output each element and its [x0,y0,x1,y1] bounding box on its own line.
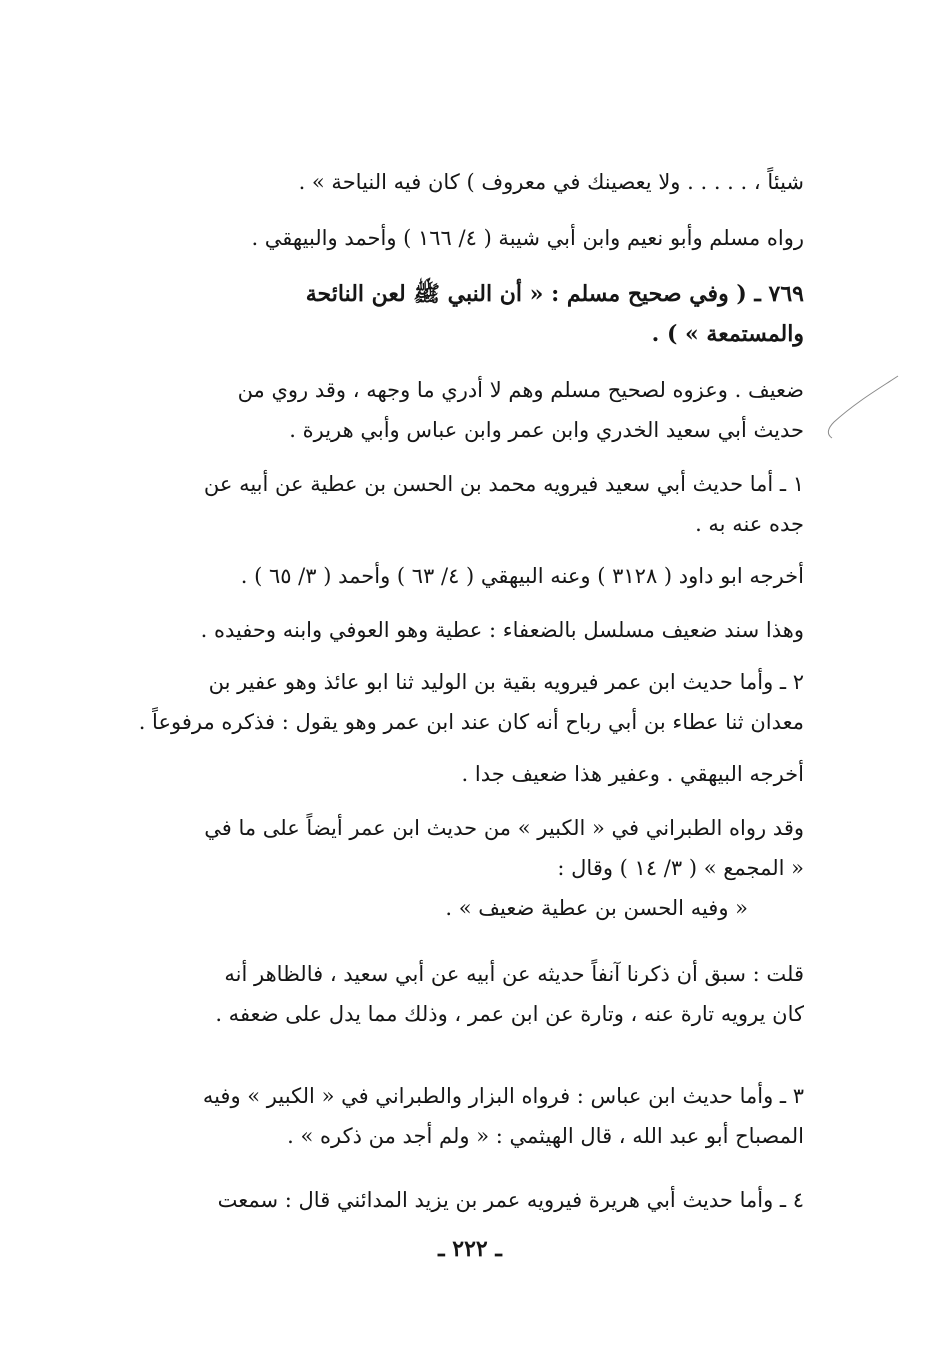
paragraph-hadith-text [128,162,804,202]
paragraph-tabarani [128,808,804,928]
paragraph-item-2 [128,662,804,742]
text-line: والمستمعة » ) . [651,321,804,347]
text-line: ٣ ـ وأما حديث ابن عباس : فرواه البزار والطبراني في « الكبير » وفيه [202,1084,804,1108]
paragraph-item-3 [128,1076,804,1156]
text-line: حديث أبي سعيد الخدري وابن عمر وابن عباس وأبي هريرة . [289,418,804,442]
text-line: ضعيف . وعزوه لصحيح مسلم وهم لا أدري ما وجهه ، وقد روي من [237,378,804,402]
paragraph-item-4 [128,1180,804,1220]
text-line: ٧٦٩ ـ ( وفي صحيح مسلم : « أن النبي ﷺ لعن النائحة [305,281,804,307]
text-line: ٤ ـ وأما حديث أبي هريرة فيرويه عمر بن يزيد المدائني قال : سمعت [217,1188,804,1212]
text-line: وقد رواه الطبراني في « الكبير » من حديث ابن عمر أيضاً على ما في [204,816,804,840]
quoted-line: « وفيه الحسن بن عطية ضعيف » . [445,896,748,920]
paragraph-item-1 [128,464,804,544]
margin-pen-stroke [820,372,900,452]
paragraph-isnad-note [128,610,804,650]
text-line: رواه مسلم وأبو نعيم وابن أبي شيبة ( ٤/ ١٦٦ ) وأحمد والبيهقي . [251,226,804,250]
text-line: قلت : سبق أن ذكرنا آنفاً حديثه عن أبيه عن أبي سعيد ، فالظاهر أنه [224,962,804,986]
text-line: أخرجه البيهقي . وعفير هذا ضعيف جدا . [461,762,804,786]
text-line: شيئاً ، . . . . . ولا يعصينك في معروف ) كان فيه النياحة » . [298,170,804,194]
paragraph-qultu [128,954,804,1034]
paragraph-hadith-769 [128,274,804,354]
text-line: ٢ ـ وأما حديث ابن عمر فيرويه بقية بن الوليد ثنا ابو عائذ وهو عفير بن [208,670,804,694]
text-line: معدان ثنا عطاء بن أبي رباح أنه كان عند ابن عمر وهو يقول : فذكره مرفوعاً . [138,710,804,734]
text-line: « المجمع » ( ٣/ ١٤ ) وقال : [557,856,804,880]
text-line: ١ ـ أما حديث أبي سعيد فيرويه محمد بن الحسن بن عطية عن أبيه عن [203,472,804,496]
text-line: المصباح أبو عبد الله ، قال الهيثمي : « ولم أجد من ذكره » . [287,1124,804,1148]
text-line: أخرجه ابو داود ( ٣١٢٨ ) وعنه البيهقي ( ٤/ ٦٣ ) وأحمد ( ٣/ ٦٥ ) . [240,564,804,588]
paragraph-grading [128,370,804,450]
text-line: كان يرويه تارة عنه ، وتارة عن ابن عمر ، وذلك مما يدل على ضعفه . [215,1002,804,1026]
paragraph-source [128,218,804,258]
paragraph-takhrij-2 [128,754,804,794]
text-line: وهذا سند ضعيف مسلسل بالضعفاء : عطية وهو العوفي وابنه وحفيده . [200,618,804,642]
page-number: ـ ٢٢٢ ـ [438,1236,502,1262]
text-line: جده عنه به . [695,512,804,536]
paragraph-takhrij-1 [128,556,804,596]
